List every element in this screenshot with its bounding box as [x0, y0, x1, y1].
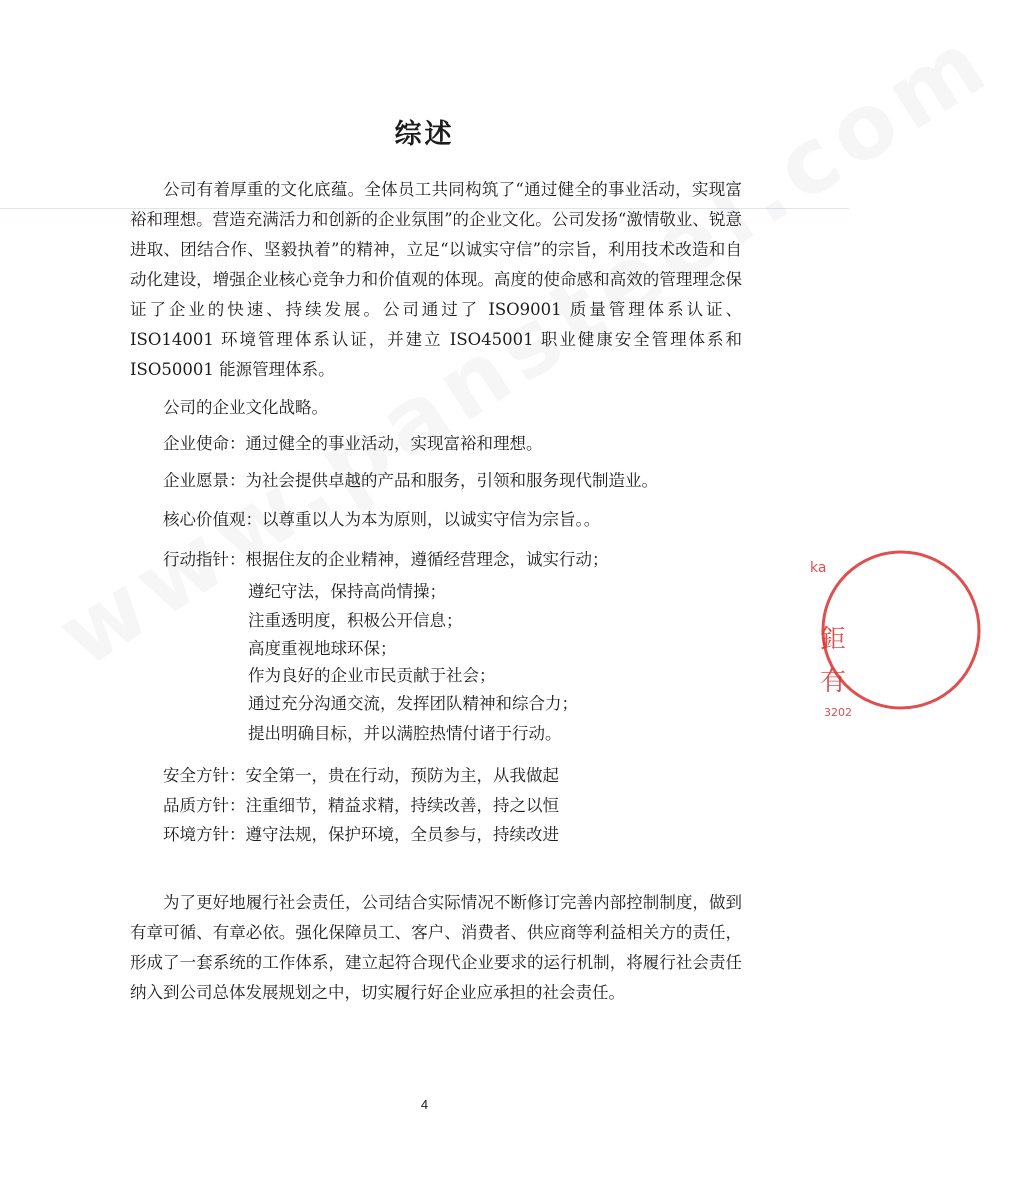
responsibility-paragraph: 为了更好地履行社会责任，公司结合实际情况不断修订完善内部控制制度，做到有章可循、有章必依。强化保障员工、客户、消费者、供应商等利益相关方的责任，形成了一套系统的工作体系，建立起符合现代企业要求的运行机制，将履行社会责任纳入到公司总体发展规划之中，切实履行好企业应承担的社会责任。 [130, 893, 742, 1002]
page-title: 综述 [394, 119, 455, 150]
mission-line: 企业使命：通过健全的事业活动，实现富裕和理想。 [163, 434, 543, 453]
guideline-item: 通过充分沟通交流，发挥团队精神和综合力； [248, 694, 578, 713]
guideline-first-line: 行动指针：根据住友的企业精神，遵循经营理念，诚实行动； [163, 550, 609, 569]
safety-policy: 安全方针：安全第一，贵在行动，预防为主，从我做起 [163, 766, 559, 785]
seal-text: 有 [820, 667, 847, 697]
seal-text: ka [810, 560, 827, 576]
guideline-item: 遵纪守法，保持高尚情操； [248, 582, 446, 601]
culture-heading: 公司的企业文化战略。 [163, 398, 328, 417]
vision-line: 企业愿景：为社会提供卓越的产品和服务，引领和服务现代制造业。 [163, 471, 658, 490]
guideline-item: 作为良好的企业市民贡献于社会； [248, 666, 496, 685]
guideline-item: 高度重视地球环保； [248, 639, 397, 658]
values-line: 核心价值观：以尊重以人为本为原则，以诚实守信为宗旨。。 [163, 510, 601, 529]
company-seal [806, 540, 896, 740]
guideline-item: 提出明确目标，并以满腔热情付诸于行动。 [248, 724, 562, 743]
intro-paragraph: 公司有着厚重的文化底蕴。全体员工共同构筑了“通过健全的事业活动，实现富裕和理想。营造充满活力和创新的企业氛围”的企业文化。公司发扬“激情敬业、锐意进取、团结合作、坚毅执着”的精神，立足“以诚实守信”的宗旨，利用技术改造和自动化建设，增强企业核心竞争力和价值观的体现。高度的使命感和高效的管理理念保证了企业的快速、持续发展。公司通过了 ISO9001 质量管理体系认证、ISO14001 环境管理体系认证，并建立 ISO45001 职业健康安全管理体系和 ISO50001 能源管理体系。 [130, 180, 742, 379]
guideline-item: 注重透明度，积极公开信息； [248, 611, 463, 630]
seal-text: 鉅 [820, 625, 847, 655]
environment-policy: 环境方针：遵守法规，保护环境，全员参与，持续改进 [163, 825, 559, 844]
seal-text: 3202 [824, 706, 852, 719]
quality-policy: 品质方针：注重细节，精益求精，持续改善，持之以恒 [163, 796, 559, 815]
page-number: 4 [420, 1097, 429, 1112]
